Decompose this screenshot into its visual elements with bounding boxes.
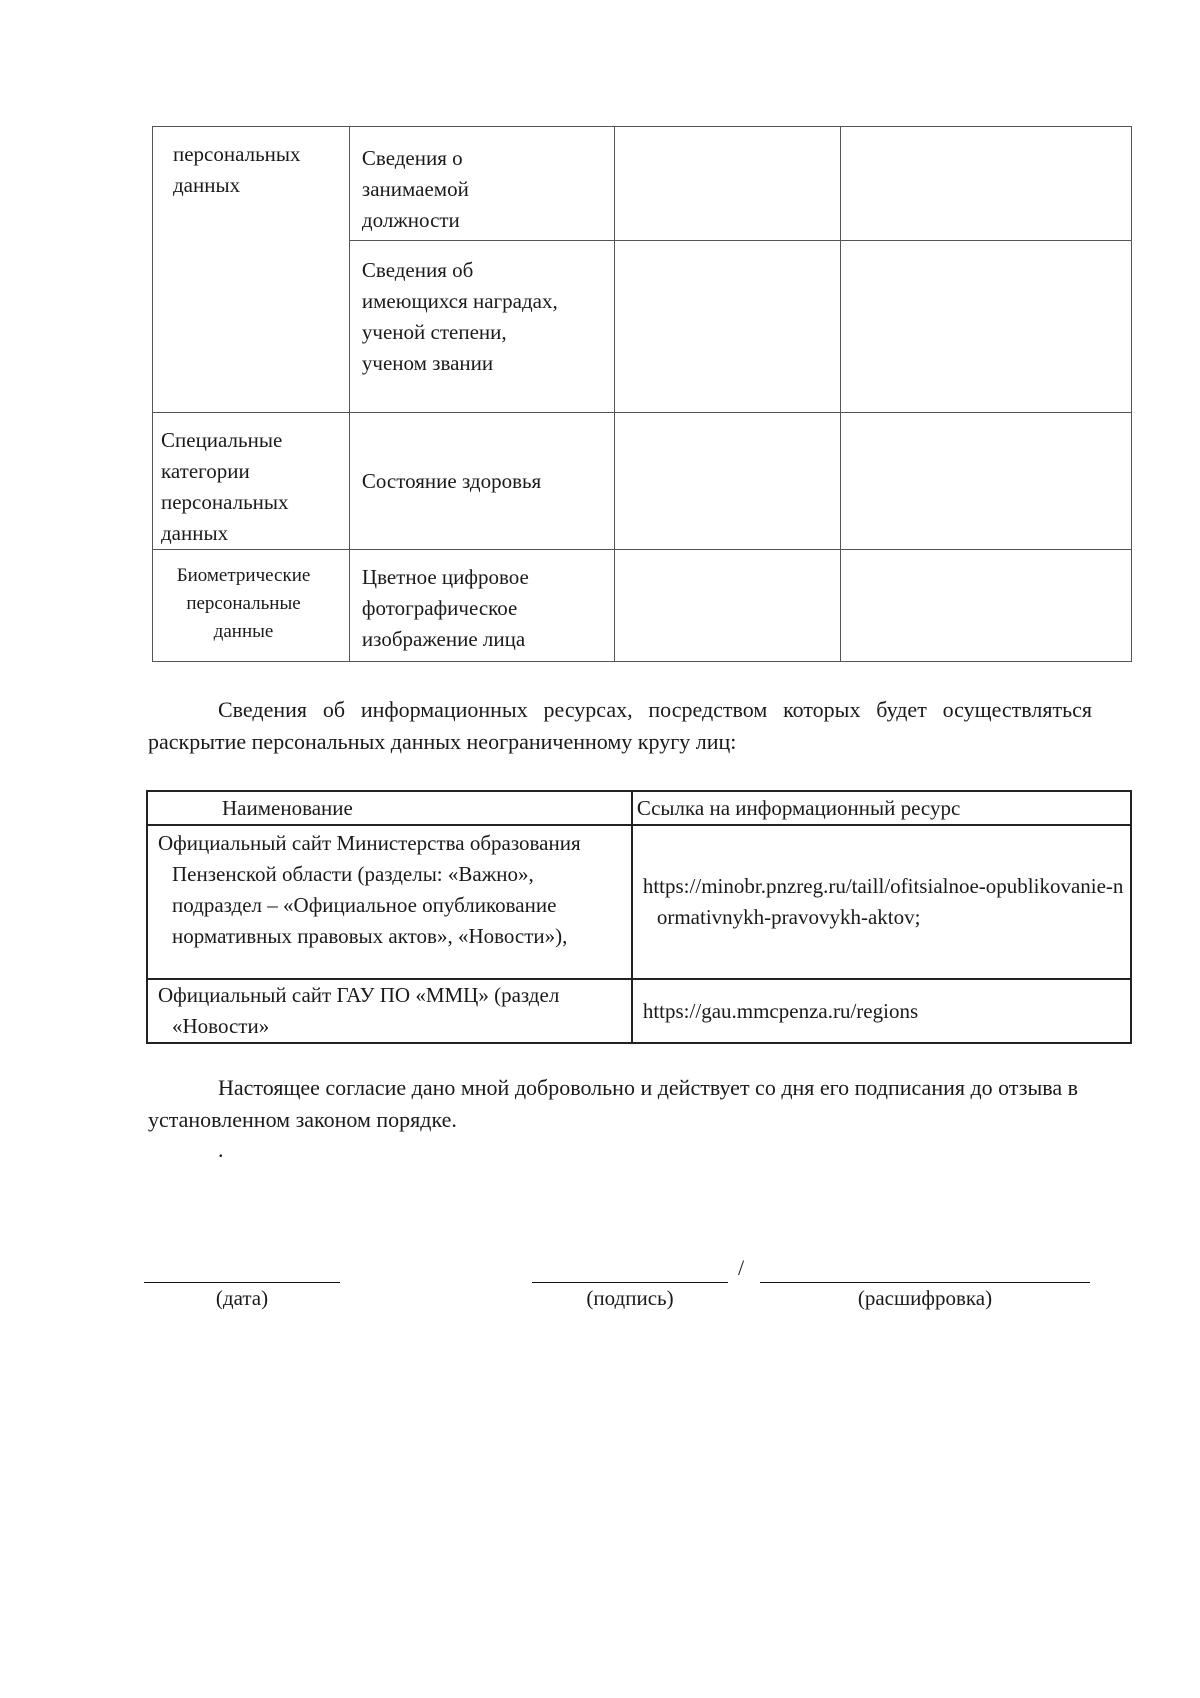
transcript-caption: (расшифровка): [857, 1286, 993, 1310]
table-row: [147, 825, 1131, 979]
empty-cell: [840, 127, 1131, 241]
empty-cell: [840, 413, 1131, 550]
resource-name-cell: [147, 825, 632, 979]
item-cell: [349, 241, 614, 413]
signature-line[interactable]: [532, 1282, 728, 1283]
empty-cell: [614, 241, 840, 413]
item-cell: [349, 127, 614, 241]
resource-name-cell: [147, 979, 632, 1043]
item-cell: [349, 550, 614, 662]
empty-cell: [614, 550, 840, 662]
resource-link[interactable]: https://gau.mmcpenza.ru/regions: [642, 998, 919, 1023]
column-header-link: Ссылка на информационный ресурс: [632, 791, 1131, 825]
date-line[interactable]: [144, 1282, 340, 1283]
table-row: [153, 127, 1132, 241]
resource-name: Официальный сайт ГАУ ПО «ММЦ» (раздел «Новости»: [158, 983, 560, 1038]
resource-link-cell: [632, 979, 1131, 1043]
empty-cell: [840, 550, 1131, 662]
item-cell: [349, 413, 614, 550]
personal-data-table: [152, 126, 1132, 662]
category-cell: [153, 550, 350, 662]
table-row: [153, 413, 1132, 550]
dot-mark: .: [218, 1137, 224, 1162]
resource-link[interactable]: https://minobr.pnzreg.ru/taill/ofitsialnoe-opublikovanie-normativnykh-pravovykh-aktov;: [642, 874, 1124, 929]
table-header-row: [147, 791, 1131, 825]
item-text: Сведения о занимаемой должности: [361, 146, 469, 232]
signature-caption: (подпись): [586, 1286, 674, 1310]
table-row: [153, 550, 1132, 662]
date-caption: (дата): [215, 1286, 269, 1310]
resource-link-cell: [632, 825, 1131, 979]
item-text: Цветное цифровое фотографическое изображение лица: [361, 565, 529, 651]
intro-paragraph: Сведения об информационных ресурсах, посредством которых будет осуществляться раскрытие персональных данных неограниченному кругу лиц:: [148, 697, 1092, 754]
category-cell: [153, 413, 350, 550]
item-text: Состояние здоровья: [361, 468, 542, 493]
signature-separator: /: [738, 1255, 745, 1280]
category-text: Биометрические персональные данные: [176, 565, 311, 642]
consent-paragraph: Настоящее согласие дано мной добровольно и действует со дня его подписания до отзыва в установленном законом порядке.: [148, 1075, 1078, 1132]
transcript-line[interactable]: [760, 1282, 1090, 1283]
column-header-name: Наименование: [147, 791, 632, 825]
category-text: персональных данных: [173, 142, 301, 197]
empty-cell: [614, 127, 840, 241]
item-text: Сведения об имеющихся наградах, ученой степени, ученом звании: [361, 258, 558, 375]
empty-cell: [840, 241, 1131, 413]
info-resources-table: [146, 790, 1132, 1044]
category-text: Специальные категории персональных данных: [161, 428, 289, 545]
category-cell: [153, 127, 350, 413]
empty-cell: [614, 413, 840, 550]
resource-name: Официальный сайт Министерства образования Пензенской области (разделы: «Важно», подраздел – «Официальное опубликование нормативных правовых актов», «Новости»),: [158, 831, 581, 948]
table-row: [147, 979, 1131, 1043]
